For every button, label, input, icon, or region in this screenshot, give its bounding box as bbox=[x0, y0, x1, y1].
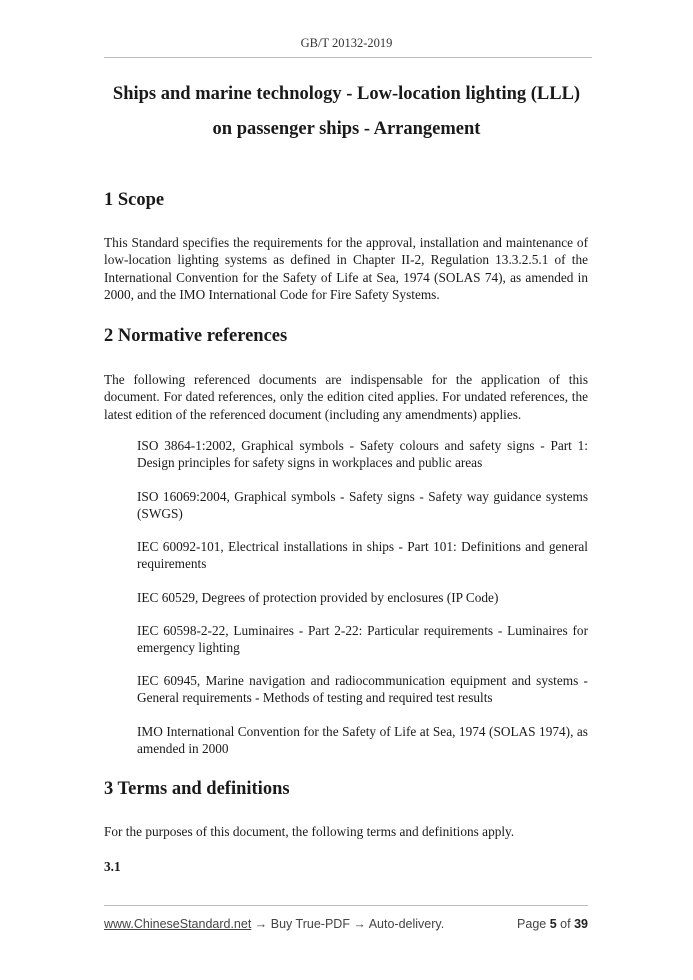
reference-item: IEC 60945, Marine navigation and radiocommunication equipment and systems - General requirements - Methods of testing and required test results bbox=[137, 673, 588, 706]
scope-paragraph: This Standard specifies the requirements for the approval, installation and maintenance of low-location lighting systems as defined in Chapter II-2, Regulation 13.3.2.5.1 of the International Convention for the Safety of Life at Sea, 1974 (SOLAS 74), as amended in 2000, and the IMO International Code for Fire Safety Systems. bbox=[104, 235, 588, 302]
reference-item: IEC 60598-2-22, Luminaires - Part 2-22: Particular requirements - Luminaires for emergency lighting bbox=[137, 623, 588, 656]
reference-item: ISO 3864-1:2002, Graphical symbols - Safety colours and safety signs - Part 1: Design principles for safety signs in workplaces and public areas bbox=[137, 438, 588, 471]
reference-item: ISO 16069:2004, Graphical symbols - Safety signs - Safety way guidance systems (SWGS) bbox=[137, 489, 588, 522]
buy-pdf-text: Buy True-PDF bbox=[270, 917, 350, 931]
page-label: Page bbox=[517, 917, 547, 931]
reference-item: IEC 60092-101, Electrical installations in ships - Part 101: Definitions and general requirements bbox=[137, 539, 588, 572]
page-indicator bbox=[498, 917, 588, 931]
document-title-line-2: on passenger ships - Arrangement bbox=[212, 119, 481, 139]
document-code-header: GB/T 20132-2019 bbox=[300, 36, 393, 50]
site-link[interactable]: www.ChineseStandard.net bbox=[104, 917, 252, 931]
total-page-count: 39 bbox=[574, 917, 588, 931]
footer-links bbox=[104, 917, 444, 931]
arrow-right-icon: → bbox=[349, 917, 369, 931]
document-title-line-1: Ships and marine technology - Low-location lighting (LLL) bbox=[112, 84, 581, 104]
current-page-number: 5 bbox=[549, 917, 557, 931]
clause-number: 3.1 bbox=[104, 859, 121, 874]
section-heading-scope: 1 Scope bbox=[104, 190, 165, 210]
reference-item: IEC 60529, Degrees of protection provided by enclosures (IP Code) bbox=[137, 590, 499, 605]
arrow-right-icon: → bbox=[251, 917, 271, 931]
section-heading-normative-references: 2 Normative references bbox=[104, 326, 288, 346]
auto-delivery-text: Auto-delivery. bbox=[368, 917, 445, 931]
normative-intro-paragraph: The following referenced documents are indispensable for the application of this document. For dated references, only the edition cited applies. For undated references, the latest edition of the referenced document (including any amendments) applies. bbox=[104, 372, 588, 422]
header-divider bbox=[104, 57, 592, 58]
terms-intro-paragraph: For the purposes of this document, the following terms and definitions apply. bbox=[104, 824, 515, 839]
section-heading-terms-and-definitions: 3 Terms and definitions bbox=[104, 779, 290, 799]
reference-item: IMO International Convention for the Safety of Life at Sea, 1974 (SOLAS 1974), as amended in 2000 bbox=[137, 724, 588, 757]
footer-divider bbox=[104, 905, 588, 906]
of-label: of bbox=[560, 917, 571, 931]
